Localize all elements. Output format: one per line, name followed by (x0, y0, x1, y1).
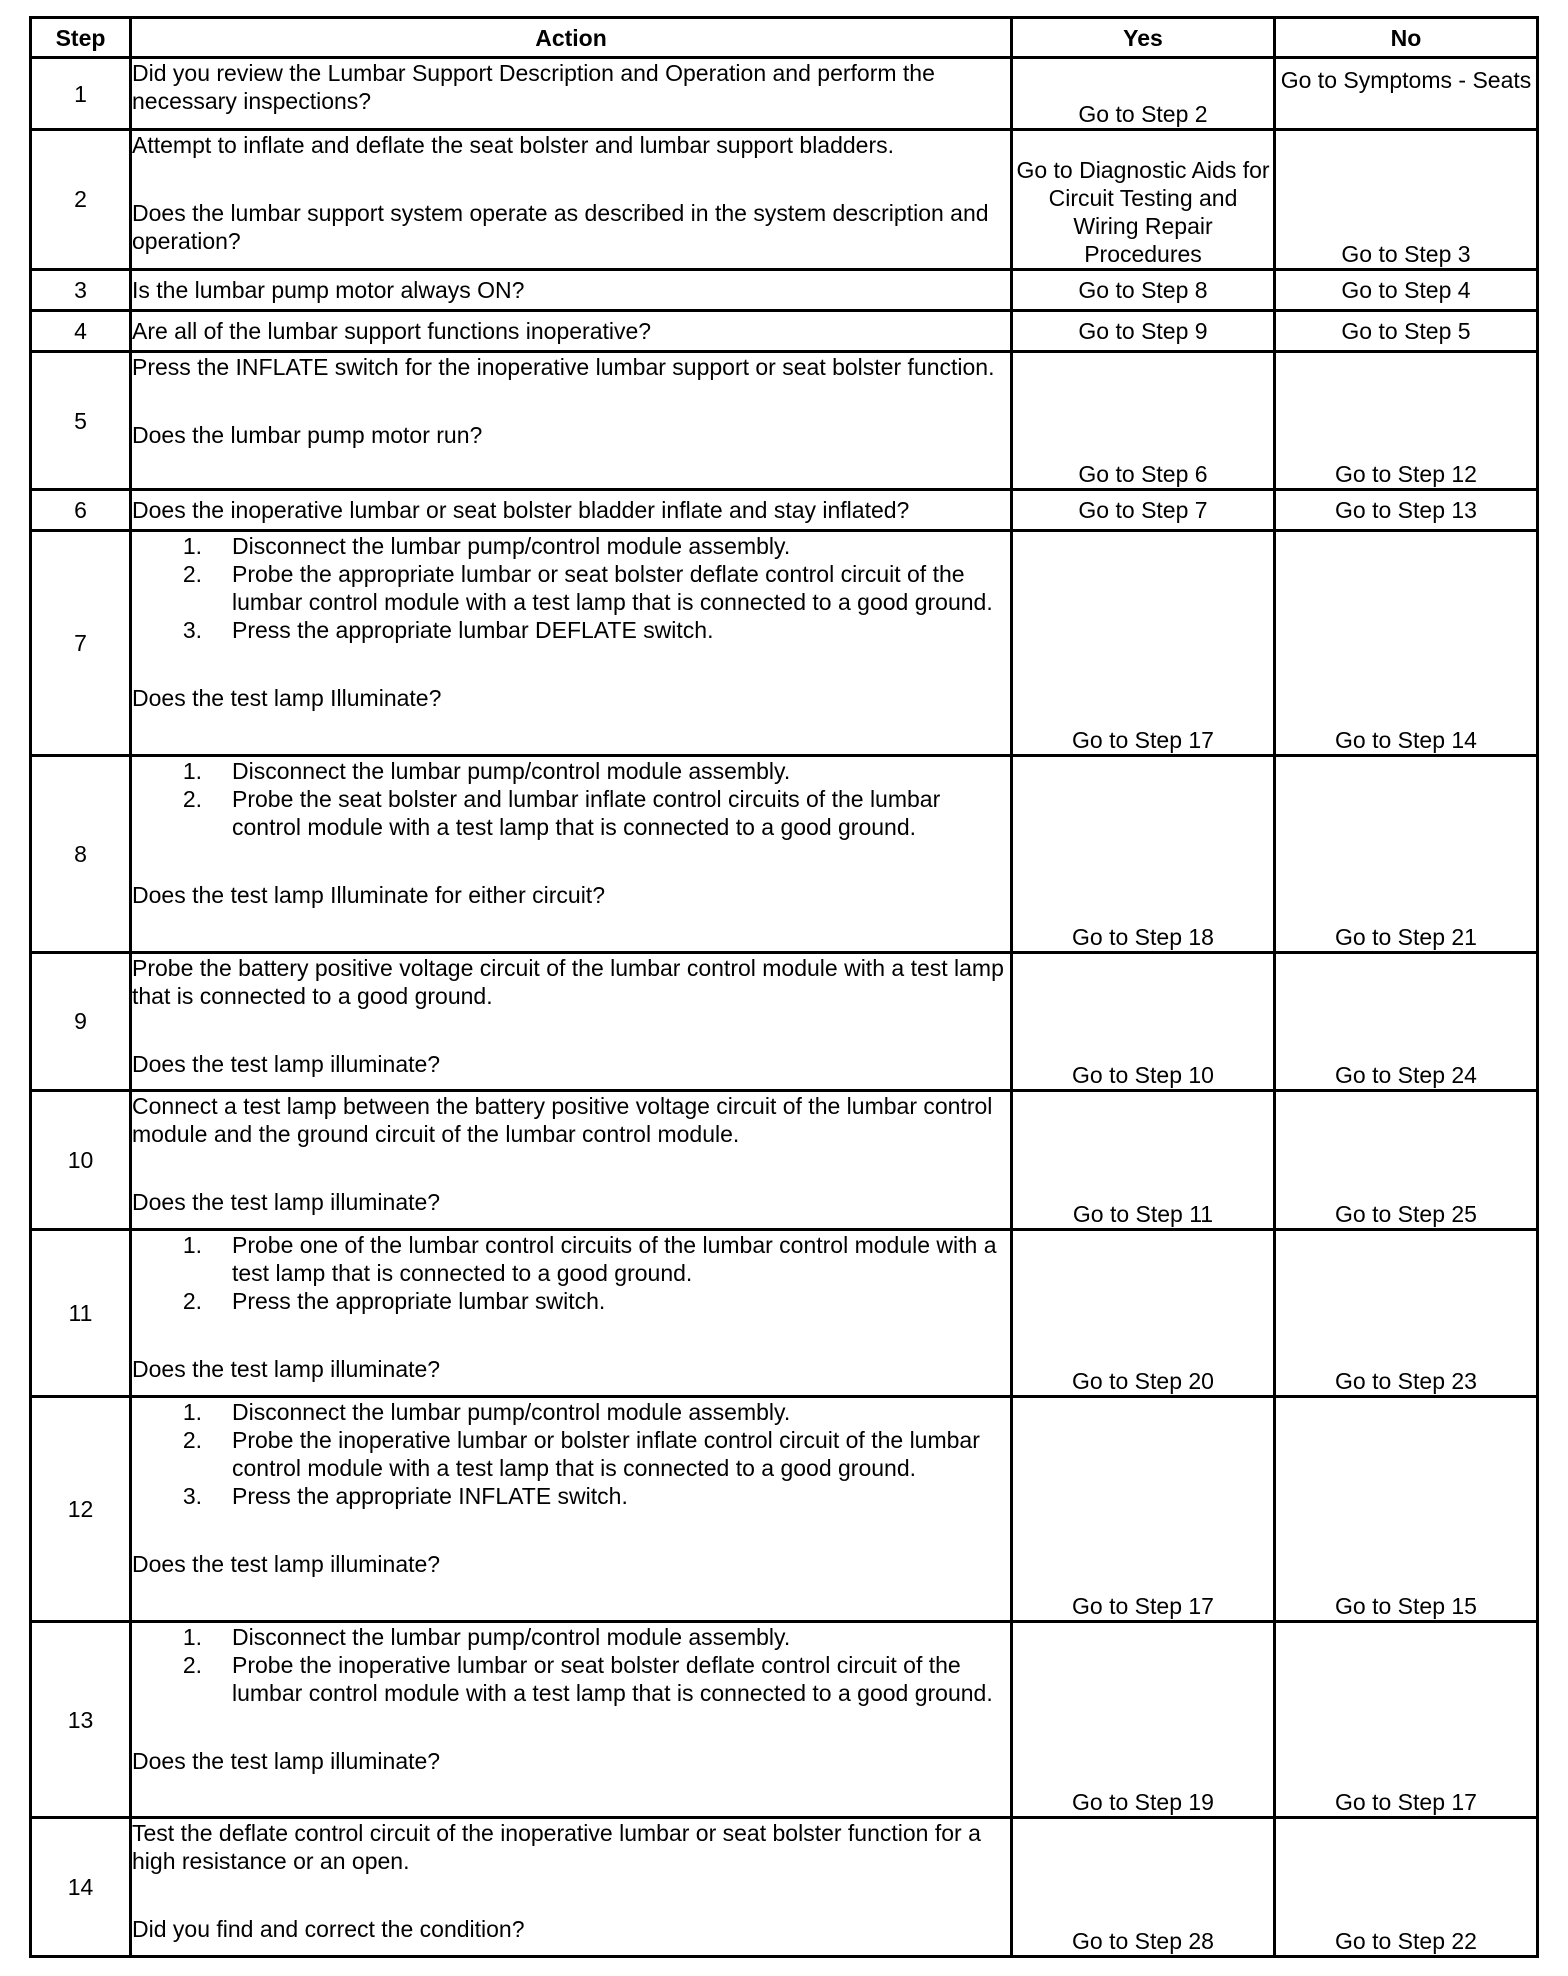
no-cell: Go to Step 21 (1275, 756, 1538, 953)
yes-cell: Go to Step 28 (1012, 1818, 1275, 1957)
yes-cell: Go to Step 11 (1012, 1091, 1275, 1229)
action-text: Does the inoperative lumbar or seat bolster bladder inflate and stay inflated? (132, 497, 910, 524)
yes-cell: Go to Step 17 (1012, 1397, 1275, 1622)
action-cell (131, 952, 1012, 1090)
procedure-item: 1. Disconnect the lumbar pump/control module assembly. (182, 1399, 791, 1426)
action-cell (131, 490, 1012, 531)
yes-cell: Go to Step 10 (1012, 952, 1275, 1090)
procedure-item: 2. Probe the seat bolster and lumbar inflate control circuits of the lumbar control module with a test lamp that is connected to a good ground. (182, 786, 941, 841)
table-row (31, 1818, 1538, 1957)
no-cell: Go to Step 5 (1275, 310, 1538, 351)
no-cell: Go to Step 25 (1275, 1091, 1538, 1229)
yes-cell: Go to Step 2 (1012, 58, 1275, 130)
table-row (31, 1091, 1538, 1229)
yes-cell: Go to Step 17 (1012, 531, 1275, 756)
action-cell (131, 130, 1012, 269)
table-row (31, 531, 1538, 756)
yes-cell: Go to Step 8 (1012, 269, 1275, 310)
procedure-item: 3. Press the appropriate lumbar DEFLATE switch. (182, 617, 714, 644)
header-step: Step (31, 18, 131, 58)
action-cell (131, 756, 1012, 953)
procedure-list (132, 1398, 1010, 1510)
no-cell: Go to Symptoms - Seats (1275, 58, 1538, 130)
action-question: Does the test lamp illuminate? (132, 1551, 441, 1578)
action-cell (131, 1621, 1012, 1818)
procedure-item: 1. Disconnect the lumbar pump/control module assembly. (182, 1623, 791, 1650)
yes-cell: Go to Step 20 (1012, 1229, 1275, 1397)
action-cell (131, 531, 1012, 756)
table-row (31, 130, 1538, 269)
action-cell (131, 1091, 1012, 1229)
action-cell (131, 310, 1012, 351)
table-row (31, 1397, 1538, 1622)
no-cell: Go to Step 13 (1275, 490, 1538, 531)
step-number: 9 (31, 952, 131, 1090)
table-row (31, 269, 1538, 310)
header-no: No (1275, 18, 1538, 58)
no-cell: Go to Step 3 (1275, 130, 1538, 269)
step-number: 3 (31, 269, 131, 310)
header-action: Action (131, 18, 1012, 58)
procedure-item: 1. Disconnect the lumbar pump/control module assembly. (182, 533, 791, 560)
procedure-item: 2. Press the appropriate lumbar switch. (182, 1287, 606, 1314)
procedure-item: 1. Probe one of the lumbar control circuits of the lumbar control module with a test lamp that is connected to a good ground. (182, 1231, 997, 1286)
procedure-list (132, 1623, 1010, 1707)
action-cell (131, 269, 1012, 310)
action-question: Does the lumbar support system operate as described in the system description and operation? (132, 200, 989, 255)
action-cell (131, 1229, 1012, 1397)
action-text: Press the INFLATE switch for the inoperative lumbar support or seat bolster function. (132, 353, 995, 380)
action-cell (131, 1818, 1012, 1957)
no-cell: Go to Step 12 (1275, 351, 1538, 489)
action-question: Does the test lamp Illuminate? (132, 685, 442, 712)
table-row (31, 351, 1538, 489)
action-question: Does the test lamp illuminate? (132, 1355, 441, 1382)
procedure-item: 2. Probe the inoperative lumbar or bolster inflate control circuit of the lumbar control module with a test lamp that is connected to a good ground. (182, 1427, 980, 1482)
header-row (31, 18, 1538, 58)
action-cell (131, 351, 1012, 489)
action-text: Probe the battery positive voltage circuit of the lumbar control module with a test lamp that is connected to a good ground. (132, 954, 1004, 1009)
step-number: 5 (31, 351, 131, 489)
procedure-item: 2. Probe the appropriate lumbar or seat bolster deflate control circuit of the lumbar control module with a test lamp that is connected to a good ground. (182, 561, 993, 616)
no-cell: Go to Step 17 (1275, 1621, 1538, 1818)
procedure-list (132, 1231, 1010, 1315)
no-cell: Go to Step 4 (1275, 269, 1538, 310)
yes-cell: Go to Diagnostic Aids for Circuit Testing and Wiring Repair Procedures (1012, 130, 1275, 269)
step-number: 1 (31, 58, 131, 130)
table-row (31, 58, 1538, 130)
step-number: 4 (31, 310, 131, 351)
step-number: 14 (31, 1818, 131, 1957)
yes-cell: Go to Step 7 (1012, 490, 1275, 531)
action-text: Is the lumbar pump motor always ON? (132, 276, 525, 303)
action-question: Does the lumbar pump motor run? (132, 421, 483, 448)
action-question: Does the test lamp Illuminate for either circuit? (132, 882, 605, 909)
step-number: 10 (31, 1091, 131, 1229)
action-text: Attempt to inflate and deflate the seat bolster and lumbar support bladders. (132, 132, 895, 159)
step-number: 7 (31, 531, 131, 756)
action-text: Did you review the Lumbar Support Description and Operation and perform the necessary inspections? (132, 60, 935, 114)
table-row (31, 310, 1538, 351)
no-cell: Go to Step 14 (1275, 531, 1538, 756)
action-cell (131, 58, 1012, 130)
procedure-item: 1. Disconnect the lumbar pump/control module assembly. (182, 758, 791, 785)
step-number: 6 (31, 490, 131, 531)
no-cell: Go to Step 24 (1275, 952, 1538, 1090)
procedure-item: 2. Probe the inoperative lumbar or seat bolster deflate control circuit of the lumbar control module with a test lamp that is connected to a good ground. (182, 1651, 993, 1706)
procedure-list (132, 757, 1010, 841)
table-row (31, 1229, 1538, 1397)
yes-cell: Go to Step 6 (1012, 351, 1275, 489)
action-question: Does the test lamp illuminate? (132, 1747, 441, 1774)
step-number: 13 (31, 1621, 131, 1818)
no-cell: Go to Step 22 (1275, 1818, 1538, 1957)
step-number: 11 (31, 1229, 131, 1397)
action-text: Are all of the lumbar support functions inoperative? (132, 317, 652, 344)
table-row (31, 952, 1538, 1090)
action-question: Does the test lamp illuminate? (132, 1189, 441, 1216)
no-cell: Go to Step 15 (1275, 1397, 1538, 1622)
yes-cell: Go to Step 9 (1012, 310, 1275, 351)
action-question: Did you find and correct the condition? (132, 1916, 525, 1943)
action-text: Test the deflate control circuit of the inoperative lumbar or seat bolster function for a high resistance or an open. (132, 1820, 981, 1875)
diagnostic-table (29, 16, 1539, 1958)
procedure-item: 3. Press the appropriate INFLATE switch. (182, 1483, 628, 1510)
action-text: Connect a test lamp between the battery positive voltage circuit of the lumbar control module and the ground circuit of the lumbar control module. (132, 1093, 993, 1148)
step-number: 8 (31, 756, 131, 953)
action-cell (131, 1397, 1012, 1622)
table-row (31, 1621, 1538, 1818)
step-number: 12 (31, 1397, 131, 1622)
yes-cell: Go to Step 18 (1012, 756, 1275, 953)
table-row (31, 490, 1538, 531)
procedure-list (132, 532, 1010, 644)
no-cell: Go to Step 23 (1275, 1229, 1538, 1397)
step-number: 2 (31, 130, 131, 269)
header-yes: Yes (1012, 18, 1275, 58)
action-question: Does the test lamp illuminate? (132, 1050, 441, 1077)
table-row (31, 756, 1538, 953)
yes-cell: Go to Step 19 (1012, 1621, 1275, 1818)
